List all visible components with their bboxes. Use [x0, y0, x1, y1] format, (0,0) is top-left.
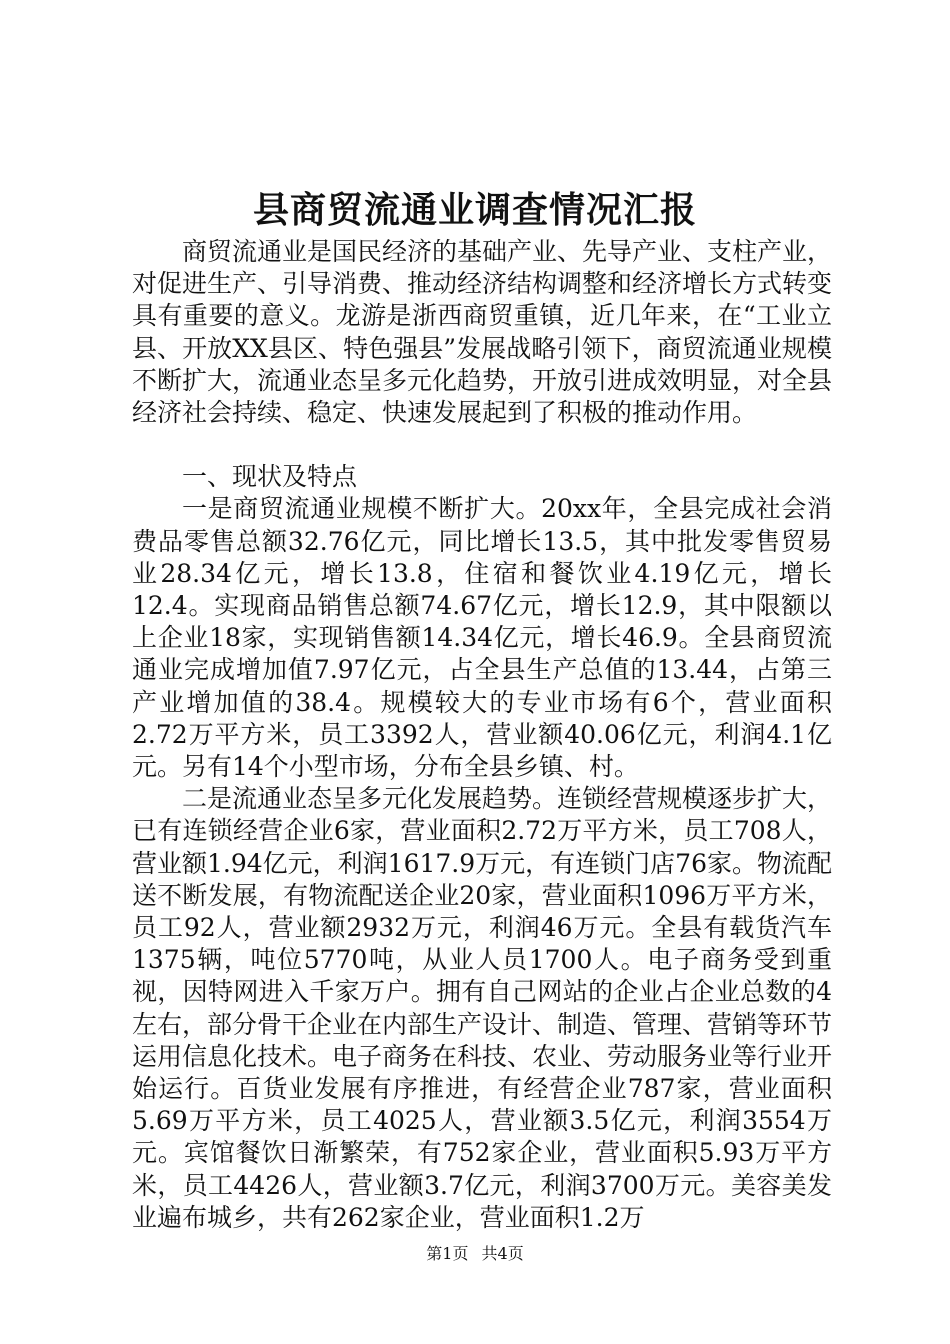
document-title: 县商贸流通业调查情况汇报 [252, 189, 697, 231]
intro-paragraph: 商贸流通业是国民经济的基础产业、先导产业、支柱产业，对促进生产、引导消费、推动经济结构调整和经济增长方式转变具有重要的意义。龙游是浙西商贸重镇，近几年来，在“工业立县、开放XX县区、特色强县”发展战略引领下，商贸流通业规模不断扩大，流通业态呈多元化趋势，开放引进成效明显，对全县经济社会持续、稳定、快速发展起到了积极的推动作用。 [132, 237, 833, 428]
page-number: 第1页 [426, 1244, 469, 1263]
section-heading: 一、现状及特点 [182, 462, 358, 492]
body-paragraph: 一是商贸流通业规模不断扩大。20xx年，全县完成社会消费品零售总额32.76亿元，同比增长13.5，其中批发零售贸易业28.34亿元，增长13.8，住宿和餐饮业4.19亿元，增长12.4。实现商品销售总额74.67亿元，增长12.9，其中限额以上企业18家，实现销售额14.34亿元，增长46.9。全县商贸流通业完成增加值7.97亿元，占全县生产总值的13.44，占第三产业增加值的38.4。规模较大的专业市场有6个，营业面积2.72万平方米，员工3392人，营业额40.06亿元，利润4.1亿元。另有14个小型市场，分布全县乡镇、村。 [132, 494, 832, 782]
body-paragraph: 二是流通业态呈多元化发展趋势。连锁经营规模逐步扩大，已有连锁经营企业6家，营业面积2.72万平方米，员工708人，营业额1.94亿元，利润1617.9万元，有连锁门店76家。物流配送不断发展，有物流配送企业20家，营业面积1096万平方米，员工92人，营业额2932万元，利润46万元。全县有载货汽车1375辆，吨位5770吨，从业人员1700人。电子商务受到重视，因特网进入千家万户。拥有自己网站的企业占企业总数的4左右，部分骨干企业在内部生产设计、制造、管理、营销等环节运用信息化技术。电子商务在科技、农业、劳动服务业等行业开始运行。百货业发展有序推进，有经营企业787家，营业面积5.69万平方米，员工4025人，营业额3.5亿元，利润3554万元。宾馆餐饮日渐繁荣，有752家企业，营业面积5.93万平方米，员工4426人，营业额3.7亿元，利润3700万元。美容美发业遍布城乡，共有262家企业，营业面积1.2万 [132, 784, 833, 1232]
page-total: 共4页 [481, 1244, 524, 1263]
document-body [132, 236, 832, 1234]
page-footer [0, 1242, 950, 1266]
